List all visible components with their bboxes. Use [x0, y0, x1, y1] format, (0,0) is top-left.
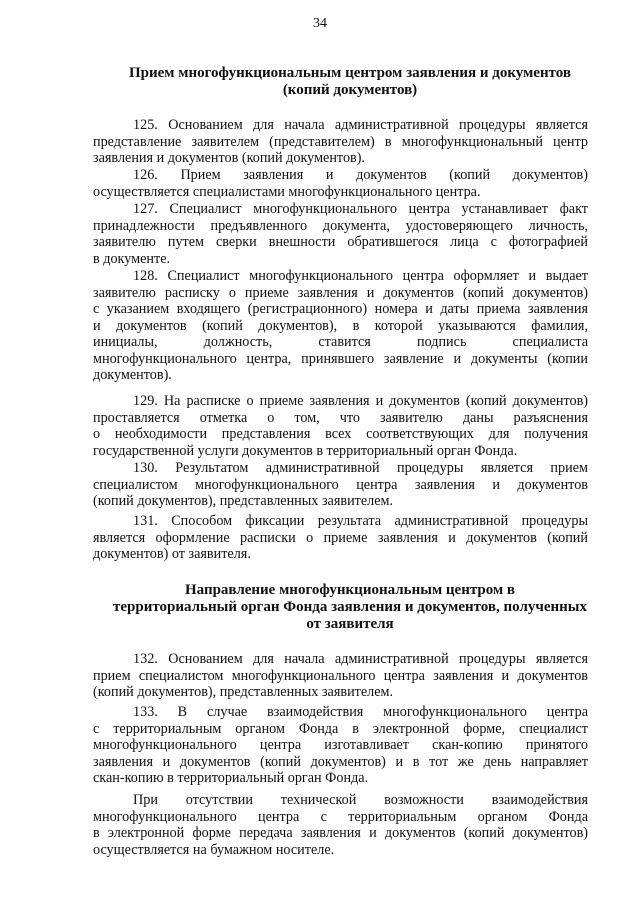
text-line: документов). — [93, 367, 172, 383]
section-heading-1 — [100, 65, 600, 99]
paragraph-131 — [93, 513, 588, 563]
text-line: скан-копию в территориальный орган Фонда. — [93, 770, 369, 786]
paragraph-127 — [93, 201, 588, 267]
heading-line: от заявителя — [306, 616, 394, 632]
section-heading-2 — [95, 582, 605, 633]
paragraph-128 — [93, 268, 588, 384]
text-line: 125. Основанием для начала административной процедуры является — [133, 117, 588, 133]
heading-line: Прием многофункциональным центром заявления и документов — [128, 65, 571, 81]
text-line: проставляется отметка о том, что заявителю даны разъяснения — [93, 409, 588, 426]
text-line: 126. Прием заявления и документов (копий документов) — [133, 167, 588, 183]
text-line: (копий документов), представленных заявителем. — [93, 684, 394, 700]
text-line: в документе. — [93, 250, 171, 267]
heading-line: территориальный орган Фонда заявления и документов, полученных — [112, 599, 588, 615]
text-line: заявления и документов (копий документов) и в тот же день направляет — [93, 753, 588, 770]
text-line: государственной услуги документов в территориальный орган Фонда. — [93, 442, 518, 459]
text-line: с территориальным органом Фонда в электронной форме, специалист — [93, 720, 588, 737]
paragraph-126 — [93, 167, 588, 200]
page-number: 34 — [313, 16, 327, 31]
text-line: представление заявителем (представителем) в многофункциональный центр — [93, 133, 588, 150]
text-line: многофункционального центра изготавливает скан-копию принятого — [93, 737, 588, 753]
text-line: многофункционального центра с территориальным органом Фонда — [93, 808, 588, 825]
text-line: документов) от заявителя. — [93, 546, 251, 562]
text-line: При отсутствии технической возможности взаимодействия — [133, 792, 588, 808]
heading-line: Направление многофункциональным центром в — [184, 582, 516, 598]
text-line: 129. На расписке о приеме заявления и документов (копий документов) — [133, 393, 588, 409]
text-line: с указанием входящего (регистрационного) номера и даты приема заявления — [93, 301, 588, 317]
text-line: о необходимости представления всех соответствующих для получения — [93, 426, 588, 442]
text-line: заявления и документов (копий документов). — [93, 150, 366, 166]
text-line: специалистом многофункционального центра заявления и документов — [93, 476, 588, 493]
paragraph-132 — [93, 651, 588, 701]
text-line: осуществляется на бумажном носителе. — [93, 841, 335, 858]
text-line: инициалы, должность, ставится подпись специалиста — [93, 334, 588, 350]
paragraph-no-tech — [93, 792, 588, 858]
text-line: 128. Специалист многофункционального центра оформляет и выдает — [133, 268, 588, 284]
paragraph-130 — [93, 460, 588, 510]
text-line: и документов (копий документов), в которой указываются фамилия, — [93, 317, 588, 334]
paragraph-129 — [93, 393, 588, 459]
paragraph-133 — [93, 704, 588, 787]
text-line: прием специалистом многофункционального центра заявления и документов — [93, 667, 588, 684]
text-line: 130. Результатом административной процедуры является прием — [133, 460, 588, 476]
text-line: в электронной форме передача заявления и документов (копий документов) — [93, 825, 588, 841]
text-line: многофункционального центра, принявшего заявление и документы (копии — [93, 350, 588, 367]
text-line: является оформление расписки о приеме заявления и документов (копий — [93, 529, 588, 546]
text-line: 127. Специалист многофункционального центра устанавливает факт — [133, 201, 588, 217]
heading-line: (копий документов) — [282, 82, 418, 98]
paragraph-125 — [93, 117, 588, 167]
text-line: 132. Основанием для начала административной процедуры является — [133, 651, 588, 667]
text-line: осуществляется специалистами многофункционального центра. — [93, 183, 481, 200]
text-line: 131. Способом фиксации результата административной процедуры — [133, 513, 588, 529]
text-line: 133. В случае взаимодействия многофункционального центра — [133, 704, 588, 720]
text-line: принадлежности предъявленного документа, удостоверяющего личность, — [93, 217, 588, 234]
text-line: заявителю путем сверки внешности обратившегося лица с фотографией — [93, 234, 588, 250]
text-line: (копий документов), представленных заявителем. — [93, 493, 394, 509]
text-line: заявителю расписку о приеме заявления и документов (копий документов) — [93, 284, 588, 301]
